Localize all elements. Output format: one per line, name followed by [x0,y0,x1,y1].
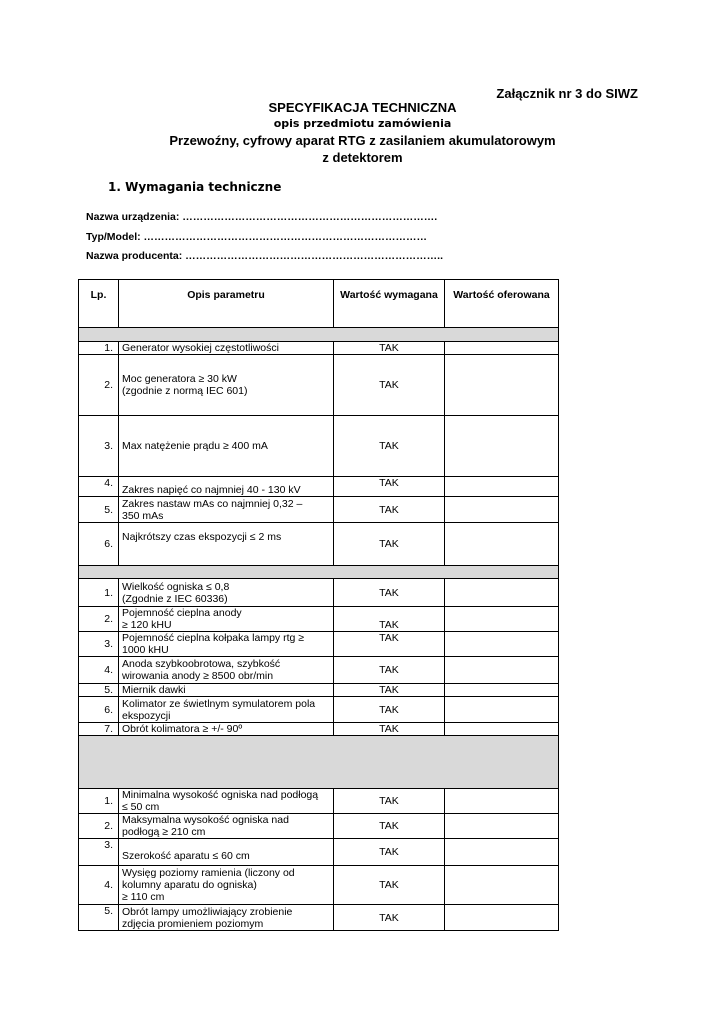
row-lp: 4. [79,866,119,905]
row-desc: Kolimator ze świetlnym symulatorem pola ekspozycji [119,697,334,723]
row-offered [445,416,559,477]
row-offered [445,866,559,905]
row-lp: 2. [79,814,119,839]
row-lp: 3. [79,416,119,477]
row-lp: 5. [79,497,119,523]
row-offered [445,579,559,607]
header-param: Opis parametru [119,280,334,328]
table-row [79,684,559,697]
row-offered [445,814,559,839]
document-subtitle: opis przedmiotu zamówienia [273,117,452,130]
device-title-line1: Przewoźny, cyfrowy aparat RTG z zasilaniem akumulatorowym [169,133,556,148]
row-desc: Anoda szybkoobrotowa, szybkość wirowania anody ≥ 8500 obr/min [119,657,334,684]
table-row [79,905,559,931]
row-offered [445,697,559,723]
row-desc: Miernik dawki [119,684,334,697]
row-required: TAK [334,355,445,416]
row-required: TAK [334,342,445,355]
row-desc: Wysięg poziomy ramienia (liczony od kolumny aparatu do ogniska) ≥ 110 cm [119,866,334,905]
row-required: TAK [334,723,445,736]
producer-field: Nazwa producenta: ……………………………………………………………….. [86,250,444,262]
row-desc: Najkrótszy czas ekspozycji ≤ 2 ms [119,523,334,566]
row-lp: 5. [79,905,119,931]
row-desc: Obrót lampy umożliwiający zrobienie zdjęcia promieniem poziomym [119,905,334,931]
row-desc: Zakres nastaw mAs co najmniej 0,32 – 350 mAs [119,497,334,523]
group-separator [79,566,559,579]
row-required: TAK [334,839,445,866]
row-required: TAK [334,416,445,477]
table-row [79,789,559,814]
row-desc: Generator wysokiej częstotliwości [119,342,334,355]
row-lp: 1. [79,342,119,355]
row-required: TAK [334,632,445,657]
table-row [79,477,559,497]
row-lp: 1. [79,579,119,607]
row-offered [445,905,559,931]
document-title: SPECYFIKACJA TECHNICZNA [268,100,457,115]
row-desc: Wielkość ogniska ≤ 0,8 (Zgodnie z IEC 60336) [119,579,334,607]
row-desc: Szerokość aparatu ≤ 60 cm [119,839,334,866]
spec-table [78,279,559,931]
table-row [79,497,559,523]
row-required: TAK [334,607,445,632]
row-required: TAK [334,657,445,684]
row-offered [445,477,559,497]
row-offered [445,632,559,657]
table-row [79,839,559,866]
header-required: Wartość wymagana [334,280,445,328]
table-row [79,723,559,736]
row-required: TAK [334,579,445,607]
row-desc: Pojemność cieplna anody ≥ 120 kHU [119,607,334,632]
table-row [79,866,559,905]
row-lp: 5. [79,684,119,697]
table-row [79,657,559,684]
row-offered [445,723,559,736]
row-lp: 3. [79,839,119,866]
table-row [79,342,559,355]
row-lp: 1. [79,789,119,814]
header-offered: Wartość oferowana [445,280,559,328]
section-heading: 1. Wymagania techniczne [108,180,282,194]
row-required: TAK [334,789,445,814]
row-offered [445,342,559,355]
header-lp: Lp. [79,280,119,328]
row-required: TAK [334,523,445,566]
row-offered [445,607,559,632]
table-header-row [79,280,559,328]
row-lp: 6. [79,523,119,566]
table-row [79,355,559,416]
row-desc: Obrót kolimatora ≥ +/- 90º [119,723,334,736]
row-lp: 4. [79,657,119,684]
model-field: Typ/Model: ……………………………………………………………………… [86,231,428,243]
attachment-label: Załącznik nr 3 do SIWZ [496,86,638,101]
row-lp: 6. [79,697,119,723]
row-offered [445,523,559,566]
row-required: TAK [334,497,445,523]
device-title-line2: z detektorem [322,150,403,165]
device-name-field: Nazwa urządzenia: ………………………………………………………………. [86,211,438,223]
row-offered [445,657,559,684]
row-offered [445,497,559,523]
table-row [79,632,559,657]
row-offered [445,355,559,416]
row-offered [445,839,559,866]
row-lp: 3. [79,632,119,657]
row-desc: Zakres napięć co najmniej 40 - 130 kV [119,477,334,497]
row-offered [445,684,559,697]
row-required: TAK [334,697,445,723]
row-required: TAK [334,866,445,905]
row-desc: Max natężenie prądu ≥ 400 mA [119,416,334,477]
row-required: TAK [334,814,445,839]
row-desc: Maksymalna wysokość ogniska nad podłogą ≥ 210 cm [119,814,334,839]
row-desc: Pojemność cieplna kołpaka lampy rtg ≥ 1000 kHU [119,632,334,657]
row-desc: Moc generatora ≥ 30 kW (zgodnie z normą IEC 601) [119,355,334,416]
table-row [79,697,559,723]
group-separator [79,328,559,342]
row-lp: 2. [79,607,119,632]
row-lp: 7. [79,723,119,736]
row-lp: 4. [79,477,119,497]
table-row [79,814,559,839]
row-lp: 2. [79,355,119,416]
table-row [79,416,559,477]
group-separator [79,736,559,789]
table-row [79,523,559,566]
row-required: TAK [334,905,445,931]
row-desc: Minimalna wysokość ogniska nad podłogą ≤ 50 cm [119,789,334,814]
table-row [79,607,559,632]
row-required: TAK [334,477,445,497]
row-offered [445,789,559,814]
table-row [79,579,559,607]
row-required: TAK [334,684,445,697]
